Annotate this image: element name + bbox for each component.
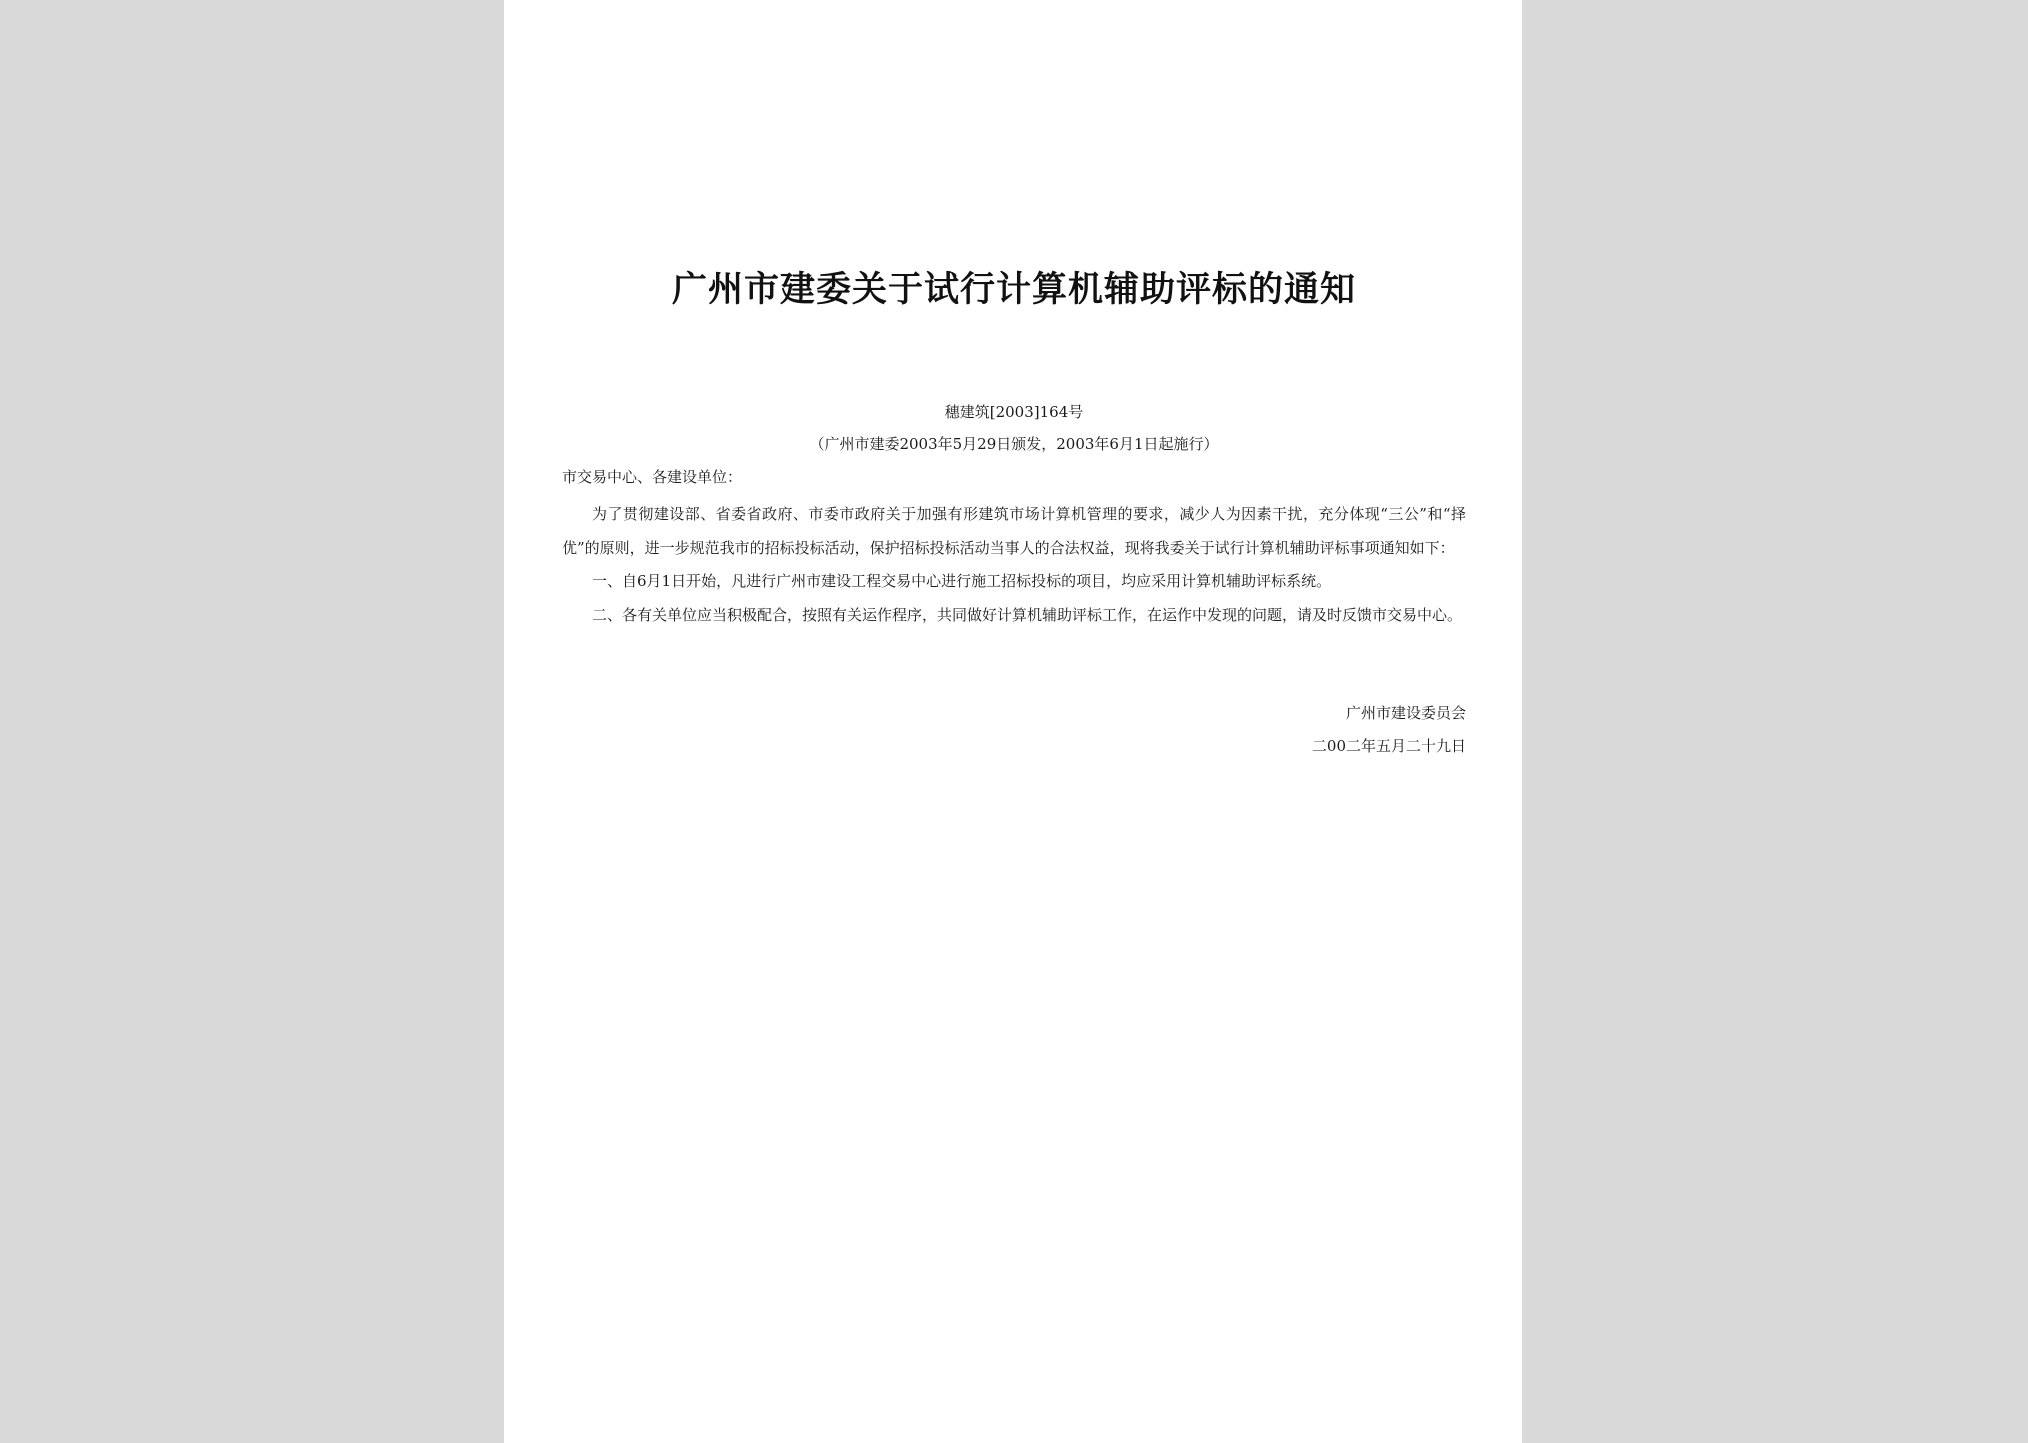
paragraph-intro: 为了贯彻建设部、省委省政府、市委市政府关于加强有形建筑市场计算机管理的要求，减少人为因素干扰，充分体现“三公”和“择优”的原则，进一步规范我市的招标投标活动，保护招标投标活动当事人的合法权益，现将我委关于试行计算机辅助评标事项通知如下： bbox=[562, 505, 1466, 557]
paragraph-item-2: 二、各有关单位应当积极配合，按照有关运作程序，共同做好计算机辅助评标工作，在运作中发现的问题，请及时反馈市交易中心。 bbox=[592, 605, 1463, 624]
document-number: 穗建筑[2003]164号 bbox=[944, 403, 1084, 421]
issue-note: （广州市建委2003年5月29日颁发，2003年6月1日起施行） bbox=[809, 435, 1219, 453]
signature-organization: 广州市建设委员会 bbox=[1345, 704, 1466, 722]
salutation: 市交易中心、各建设单位： bbox=[562, 468, 743, 486]
signature-date: 二00二年五月二十九日 bbox=[1311, 737, 1466, 755]
document-title: 广州市建委关于试行计算机辅助评标的通知 bbox=[671, 269, 1356, 310]
signature-block bbox=[1312, 697, 1466, 763]
document-page bbox=[504, 0, 1522, 1443]
paragraph-item-1: 一、自6月1日开始，凡进行广州市建设工程交易中心进行施工招标投标的项目，均应采用计算机辅助评标系统。 bbox=[592, 572, 1332, 590]
document-body bbox=[562, 498, 1466, 632]
